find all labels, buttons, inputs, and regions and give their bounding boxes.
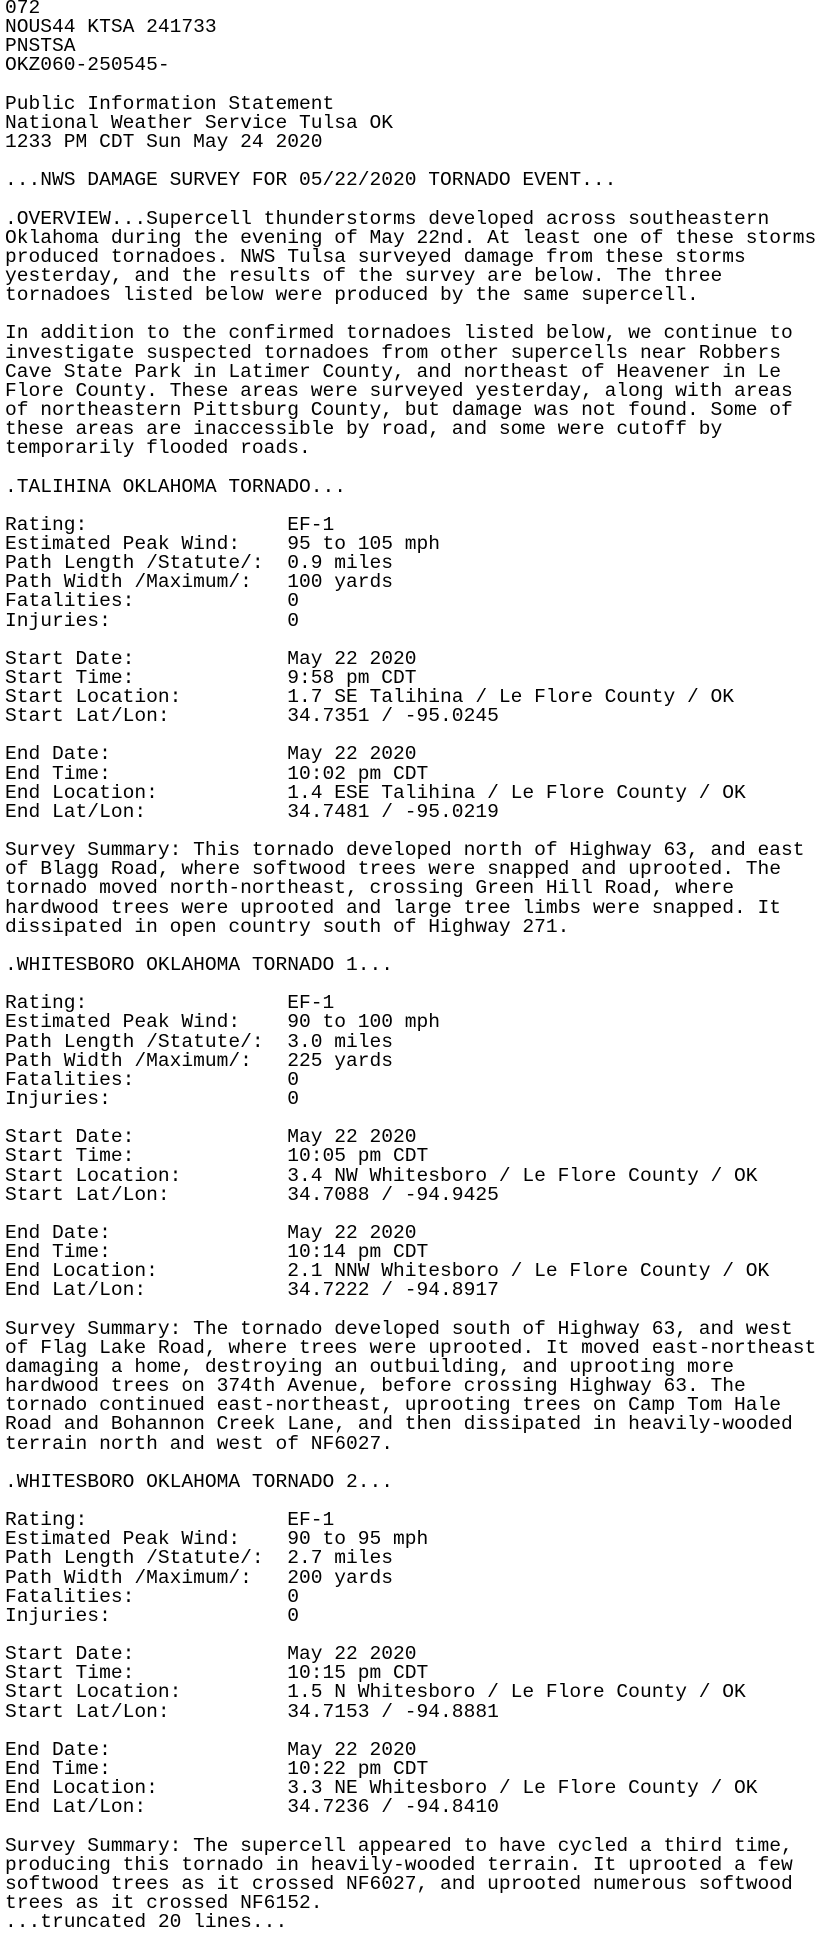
product-text-line: End Lat/Lon: 34.7236 / -94.8410 [5,1796,499,1819]
product-text-line: Start Date: May 22 2020 [5,1643,417,1666]
product-text-line: 072 [5,0,41,19]
product-text-line: Estimated Peak Wind: 90 to 95 mph [5,1528,429,1551]
product-text-line: Start Time: 10:05 pm CDT [5,1145,429,1168]
product-text-line: terrain north and west of NF6027. [5,1432,394,1455]
product-text-line [5,1301,816,1320]
product-text-line: PNSTSA [5,35,76,58]
product-text-line: End Location: 1.4 ESE Talihina / Le Flore County / OK [5,781,746,804]
product-text-line: NOUS44 KTSA 241733 [5,16,217,39]
product-text-line: Fatalities: 0 [5,590,299,613]
product-text-line: Path Width /Maximum/: 200 yards [5,1566,394,1589]
product-text-line: hardwood trees were uprooted and large tree limbs were snapped. It [5,896,782,919]
product-text-line: Path Length /Statute/: 3.0 miles [5,1030,394,1053]
product-text-line: tornadoes listed below were produced by the same supercell. [5,284,699,307]
product-text-line: of northeastern Pittsburg County, but damage was not found. Some of [5,398,793,421]
product-text-line: Injuries: 0 [5,609,299,632]
product-text-line: Fatalities: 0 [5,1585,299,1608]
product-text-line [5,631,816,650]
product-text-line: End Date: May 22 2020 [5,743,417,766]
product-text-line: .OVERVIEW...Supercell thunderstorms developed across southeastern [5,207,770,230]
product-text-line: produced tornadoes. NWS Tulsa surveyed damage from these storms [5,245,746,268]
product-text-line [5,497,816,516]
product-text-line [5,76,816,95]
product-text-line: investigate suspected tornadoes from other supercells near Robbers [5,341,782,364]
product-text-line: trees as it crossed NF6152. [5,1891,323,1914]
product-text-line: Rating: EF-1 [5,992,335,1015]
product-text-line: Public Information Statement [5,92,335,115]
product-text-line: Fatalities: 0 [5,1068,299,1091]
product-text-line: Injuries: 0 [5,1088,299,1111]
product-text-line: Start Lat/Lon: 34.7088 / -94.9425 [5,1183,499,1206]
product-text-line: Start Time: 9:58 pm CDT [5,666,417,689]
product-text-line: these areas are inaccessible by road, and some were cutoff by [5,418,723,441]
product-text-line: tornado moved north-northeast, crossing Green Hill Road, where [5,877,735,900]
product-text-line: End Date: May 22 2020 [5,1222,417,1244]
product-text-line: End Location: 3.3 NE Whitesboro / Le Flore County / OK [5,1777,758,1800]
product-text-line: ...NWS DAMAGE SURVEY FOR 05/22/2020 TORNADO EVENT... [5,169,617,192]
product-text-line: producing this tornado in heavily-wooded terrain. It uprooted a few [5,1853,793,1876]
product-text-line: of Flag Lake Road, where trees were uprooted. It moved east-northeast [5,1336,817,1359]
product-text-line: ...truncated 20 lines... [5,1911,288,1933]
product-text-line: Start Time: 10:15 pm CDT [5,1662,429,1685]
product-text-line: Path Width /Maximum/: 100 yards [5,571,394,594]
product-text-line: dissipated in open country south of Highway 271. [5,915,570,938]
product-text-line: Survey Summary: This tornado developed north of Highway 63, and east [5,839,805,862]
product-text-line: End Time: 10:02 pm CDT [5,762,429,785]
product-text-line: End Time: 10:14 pm CDT [5,1241,429,1264]
product-text-line: Estimated Peak Wind: 90 to 100 mph [5,1011,441,1034]
product-text-line: Start Location: 1.7 SE Talihina / Le Flore County / OK [5,686,735,709]
product-text-line: Rating: EF-1 [5,1509,335,1532]
product-text-line: OKZ060-250545- [5,54,170,77]
product-text-line: Start Lat/Lon: 34.7351 / -95.0245 [5,705,499,728]
product-text-line: .TALIHINA OKLAHOMA TORNADO... [5,475,346,498]
product-text-line: Survey Summary: The tornado developed south of Highway 63, and west [5,1317,793,1340]
product-text-line: Estimated Peak Wind: 95 to 105 mph [5,532,441,555]
product-text-line: Start Date: May 22 2020 [5,1126,417,1149]
product-text-line [5,458,816,477]
product-text-line: Road and Bohannon Creek Lane, and then dissipated in heavily-wooded [5,1413,793,1436]
product-text-line [5,190,816,209]
product-text-line: Path Length /Statute/: 0.9 miles [5,552,394,575]
product-text-line: tornado continued east-northeast, uprooting trees on Camp Tom Hale [5,1394,782,1417]
product-text-line: End Lat/Lon: 34.7222 / -94.8917 [5,1279,499,1302]
product-text-line: Flore County. These areas were surveyed yesterday, along with areas [5,379,793,402]
product-text-line: Path Length /Statute/: 2.7 miles [5,1547,394,1570]
product-text-line: Survey Summary: The supercell appeared to have cycled a third time, [5,1834,793,1857]
product-text-line: Rating: EF-1 [5,513,335,536]
product-text-line: End Lat/Lon: 34.7481 / -95.0219 [5,800,499,823]
product-text-line: Cave State Park in Latimer County, and northeast of Heavener in Le [5,360,782,383]
product-text-line: Oklahoma during the evening of May 22nd. At least one of these storms [5,226,817,249]
product-text-line: softwood trees as it crossed NF6027, and uprooted numerous softwood [5,1872,793,1895]
product-text-line: End Location: 2.1 NNW Whitesboro / Le Flore County / OK [5,1260,770,1283]
product-text-line: temporarily flooded roads. [5,437,311,460]
product-text-line: .WHITESBORO OKLAHOMA TORNADO 1... [5,954,394,977]
product-text-line: Start Location: 3.4 NW Whitesboro / Le Flore County / OK [5,1164,758,1187]
product-text-line [5,1722,816,1741]
product-text-line [5,1454,816,1473]
product-text-line: Start Location: 1.5 N Whitesboro / Le Flore County / OK [5,1681,746,1704]
product-text-line [5,1817,816,1836]
product-text-line: of Blagg Road, where softwood trees were snapped and uprooted. The [5,858,782,881]
product-text-line: Path Width /Maximum/: 225 yards [5,1049,394,1072]
public-information-statement [5,0,816,1932]
product-text-line: Start Lat/Lon: 34.7153 / -94.8881 [5,1700,499,1723]
product-text-line: Start Date: May 22 2020 [5,647,417,670]
product-text-line: In addition to the confirmed tornadoes listed below, we continue to [5,322,793,345]
product-text-line: National Weather Service Tulsa OK [5,111,394,134]
product-text-line: damaging a home, destroying an outbuilding, and uprooting more [5,1355,735,1378]
product-text-line: yesterday, and the results of the survey are below. The three [5,264,723,287]
product-text-line: .WHITESBORO OKLAHOMA TORNADO 2... [5,1470,394,1493]
product-text-line: End Time: 10:22 pm CDT [5,1757,429,1780]
product-text-line: Injuries: 0 [5,1604,299,1627]
product-text-line: 1233 PM CDT Sun May 24 2020 [5,130,323,153]
product-text-line: End Date: May 22 2020 [5,1738,417,1761]
product-text-line: hardwood trees on 374th Avenue, before crossing Highway 63. The [5,1375,746,1398]
